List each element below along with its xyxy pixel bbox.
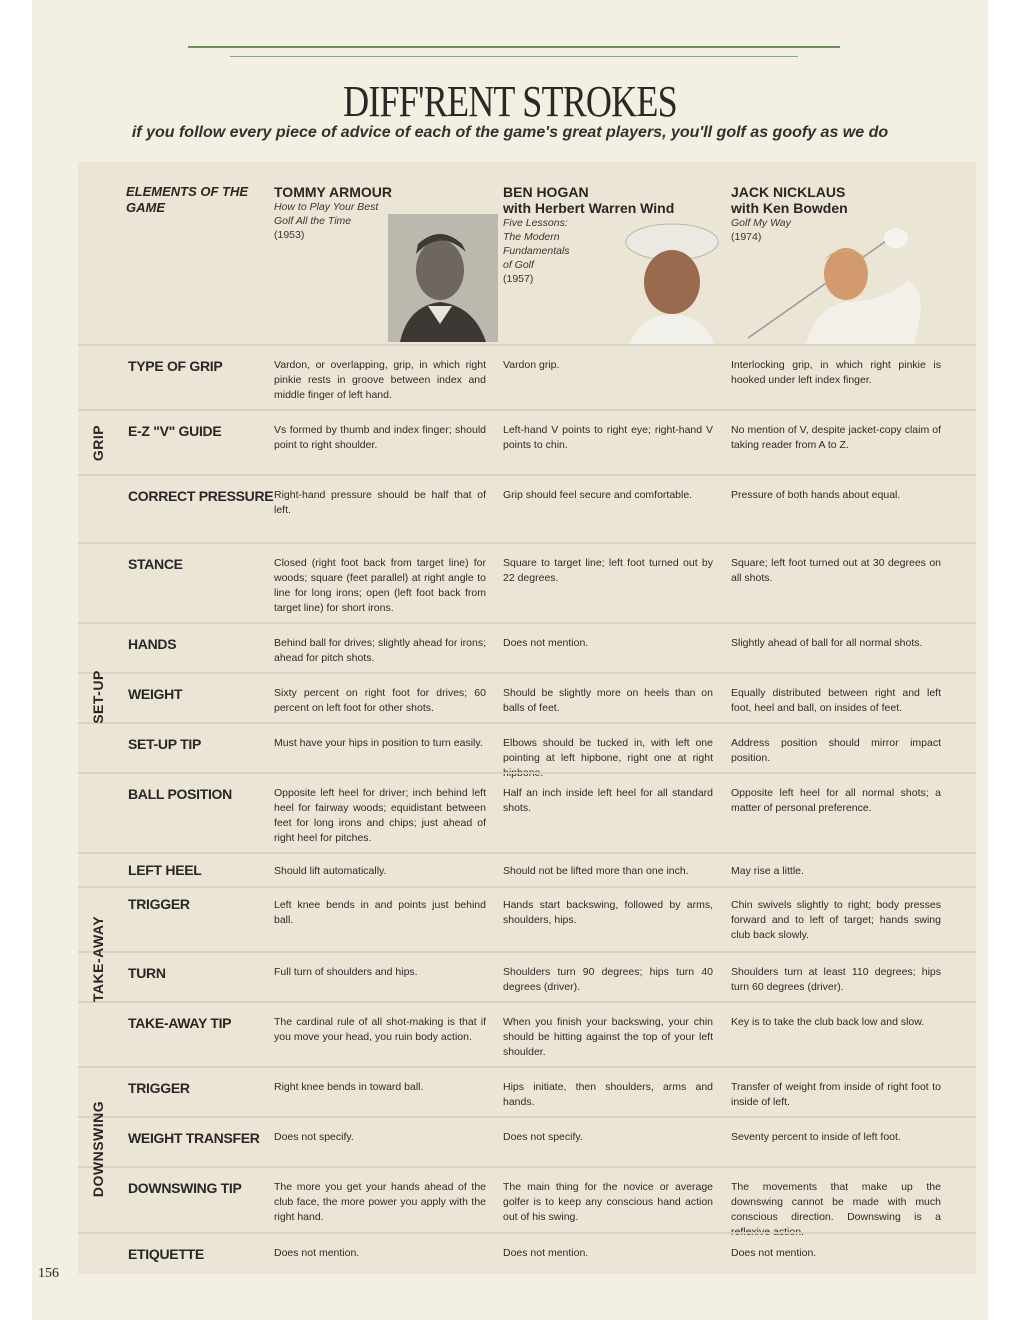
table-row (78, 722, 976, 779)
armour-year: (1953) (274, 229, 305, 241)
nicklaus-cell: Slightly ahead of ball for all normal shots. (731, 637, 923, 649)
hogan-cell: Shoulders turn 90 degrees; hips turn 40 degrees (driver). (503, 966, 713, 993)
top-rule-secondary (230, 56, 798, 57)
row-label: BALL POSITION (128, 786, 232, 802)
hogan-portrait-icon (620, 220, 722, 344)
armour-cell: Does not specify. (274, 1131, 354, 1143)
section-label-downswing (84, 1066, 112, 1232)
nicklaus-cell: Square; left foot turned out at 30 degrees on all shots. (731, 557, 941, 584)
armour-cell: Right knee bends in toward ball. (274, 1081, 424, 1093)
nicklaus-cell: Key is to take the club back low and slow. (731, 1016, 925, 1028)
table-row (78, 409, 976, 476)
row-label: DOWNSWING TIP (128, 1180, 242, 1196)
nicklaus-cell: Shoulders turn at least 110 degrees; hips turn 60 degrees (driver). (731, 966, 941, 993)
row-label: TRIGGER (128, 896, 190, 912)
nicklaus-cell: Equally distributed between right and left foot, heel and ball, on insides of feet. (731, 687, 941, 714)
page-number: 156 (38, 1266, 59, 1281)
nicklaus-cell: No mention of V, despite jacket-copy claim of taking reader from A to Z. (731, 424, 941, 451)
table-row (78, 474, 976, 544)
section-label-grip (84, 344, 112, 542)
table-row (78, 542, 976, 624)
nicklaus-name: JACK NICKLAUS (731, 184, 846, 200)
hogan-cell: Does not mention. (503, 637, 589, 649)
hogan-cell: Should be slightly more on heels than on balls of feet. (503, 687, 713, 714)
row-label: HANDS (128, 636, 177, 652)
page-subtitle: if you follow every piece of advice of each of the game's great players, you'll golf as goofy as we do (131, 124, 889, 141)
table-row (78, 1232, 976, 1276)
armour-cell: Should lift automatically. (274, 865, 387, 877)
hogan-photo (620, 220, 722, 344)
row-label: CORRECT PRESSURE (128, 488, 274, 504)
armour-cell: Sixty percent on right foot for drives; 60 percent on left foot for other shots. (274, 687, 486, 714)
armour-cell: Does not mention. (274, 1247, 360, 1259)
nicklaus-cell: Opposite left heel for all normal shots; a matter of personal preference. (731, 787, 941, 814)
armour-book: How to Play Your Best Golf All the Time (274, 201, 379, 227)
armour-cell: Must have your hips in position to turn easily. (274, 737, 483, 749)
armour-cell: Closed (right foot back from target line) for woods; square (feet parallel) at right angle to line for long irons; open (left foot back from target line) for short irons. (274, 557, 486, 614)
row-label: TRIGGER (128, 1080, 190, 1096)
nicklaus-cell: Pressure of both hands about equal. (731, 489, 901, 501)
nicklaus-year: (1974) (731, 231, 762, 243)
row-label: STANCE (128, 556, 183, 572)
nicklaus-photo (728, 220, 940, 344)
nicklaus-book: Golf My Way (731, 217, 791, 229)
armour-portrait-icon (388, 214, 498, 342)
page-title: DIFF'RENT STROKES (343, 77, 677, 126)
hogan-cell: When you finish your backswing, your chin should be hitting against the top of your left shoulder. (503, 1016, 713, 1058)
row-label: SET-UP TIP (128, 736, 201, 752)
hogan-cell: Should not be lifted more than one inch. (503, 865, 689, 877)
table-row (78, 344, 976, 411)
armour-cell: Right-hand pressure should be half that of left. (274, 489, 486, 516)
armour-cell: The more you get your hands ahead of the club face, the more power you apply with the right hand. (274, 1181, 486, 1223)
nicklaus-cell: Interlocking grip, in which right pinkie is hooked under left index finger. (731, 359, 941, 386)
hogan-cell: Hips initiate, then shoulders, arms and hands. (503, 1081, 713, 1108)
hogan-cell: Does not specify. (503, 1131, 583, 1143)
table-row (78, 622, 976, 674)
table-row (78, 852, 976, 888)
section-grip-text: GRIP (90, 424, 106, 462)
table-row (78, 886, 976, 953)
elements-header (126, 184, 256, 216)
armour-name: TOMMY ARMOUR (274, 184, 392, 200)
table-row (78, 672, 976, 724)
table-row (78, 1001, 976, 1068)
row-label: TYPE OF GRIP (128, 358, 223, 374)
section-downswing-text: DOWNSWING (90, 1100, 106, 1198)
row-label: LEFT HEEL (128, 862, 202, 878)
hogan-name: BEN HOGAN (503, 184, 589, 200)
hogan-cell: Left-hand V points to right eye; right-hand V points to chin. (503, 424, 713, 451)
nicklaus-cell: Transfer of weight from inside of right foot to inside of left. (731, 1081, 941, 1108)
armour-cell: Left knee bends in and points just behind ball. (274, 899, 486, 926)
nicklaus-cell: May rise a little. (731, 865, 804, 877)
nicklaus-portrait-icon (728, 220, 940, 344)
section-takeaway-text: TAKE-AWAY (90, 915, 106, 1003)
nicklaus-cell: Address position should mirror impact position. (731, 737, 941, 764)
hogan-year: (1957) (503, 273, 534, 285)
hogan-cell: Half an inch inside left heel for all standard shots. (503, 787, 713, 814)
table-header (78, 162, 976, 342)
table-row (78, 1066, 976, 1118)
nicklaus-cell: Chin swivels slightly to right; body presses forward and to left of target; hands swing club back slowly. (731, 899, 941, 941)
armour-cell: Behind ball for drives; slightly ahead for irons; ahead for pitch shots. (274, 637, 486, 664)
nicklaus-cell: Seventy percent to inside of left foot. (731, 1131, 901, 1143)
hogan-book: Five Lessons: The Modern Fundamentals of Golf (503, 217, 570, 271)
armour-cell: Opposite left heel for driver; inch behind left heel for fairway woods; equidistant between feet for long irons and chips; just ahead of right heel for pitches. (274, 787, 486, 844)
section-setup-text: SET-UP (90, 670, 106, 724)
table-row (78, 1166, 976, 1238)
armour-cell: Full turn of shoulders and hips. (274, 966, 418, 978)
hogan-coauthor: with Herbert Warren Wind (503, 200, 675, 216)
row-label: TURN (128, 965, 166, 981)
top-rule (188, 46, 840, 48)
armour-cell: Vardon, or overlapping, grip, in which right pinkie rests in groove between index and middle finger of left hand. (274, 359, 486, 401)
hogan-cell: Elbows should be tucked in, with left one pointing at left hipbone, right one at right hipbone. (503, 737, 713, 779)
row-label: WEIGHT TRANSFER (128, 1130, 260, 1146)
hogan-cell: Does not mention. (503, 1247, 589, 1259)
section-label-takeaway (84, 852, 112, 1066)
armour-cell: The cardinal rule of all shot-making is that if you move your head, you ruin body action. (274, 1016, 486, 1043)
table-row (78, 951, 976, 1003)
hogan-cell: Grip should feel secure and comfortable. (503, 489, 693, 501)
row-label: TAKE-AWAY TIP (128, 1015, 232, 1031)
nicklaus-coauthor: with Ken Bowden (731, 200, 848, 216)
table-row (78, 772, 976, 854)
row-label: WEIGHT (128, 686, 183, 702)
row-label: ETIQUETTE (128, 1246, 204, 1262)
section-label-setup (84, 542, 112, 852)
hogan-cell: Square to target line; left foot turned out by 22 degrees. (503, 557, 713, 584)
elements-label: ELEMENTS OF THE GAME (126, 184, 249, 215)
comparison-table (78, 162, 976, 1274)
hogan-cell: Hands start backswing, followed by arms, shoulders, hips. (503, 899, 713, 926)
nicklaus-cell: The movements that make up the downswing cannot be made with much conscious direction. Downswing is a reflexive action. (731, 1181, 941, 1238)
nicklaus-cell: Does not mention. (731, 1247, 817, 1259)
table-row (78, 1116, 976, 1168)
armour-cell: Vs formed by thumb and index finger; should point to right shoulder. (274, 424, 486, 451)
hogan-cell: The main thing for the novice or average golfer is to keep any conscious hand action out of his swing. (503, 1181, 713, 1223)
armour-photo (388, 214, 498, 342)
hogan-cell: Vardon grip. (503, 359, 560, 371)
row-label: E-Z "V" GUIDE (128, 423, 222, 439)
